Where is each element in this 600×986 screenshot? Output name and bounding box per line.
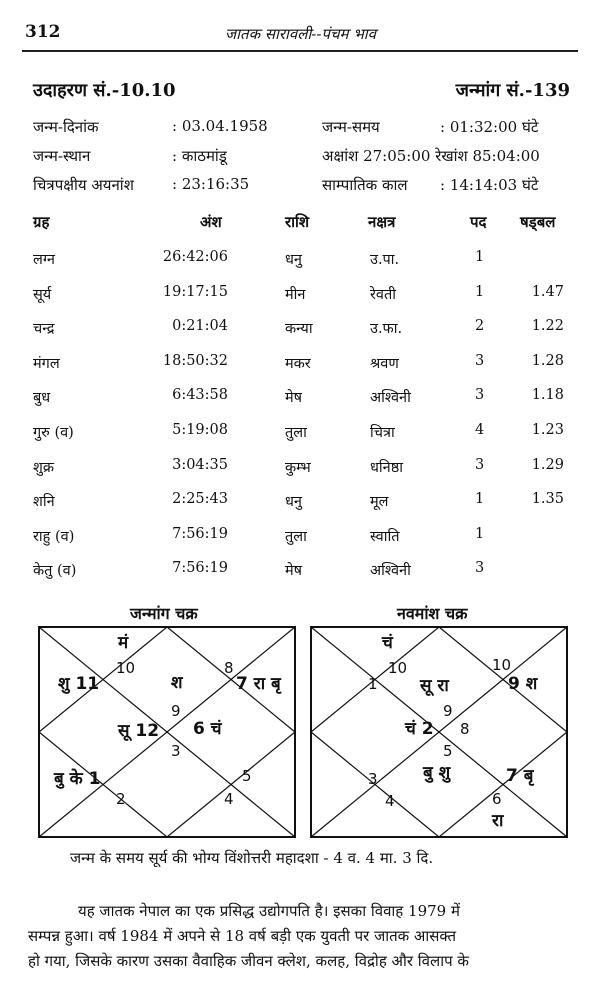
cell-ansh: 7:56:19 xyxy=(172,560,228,577)
navamsha-chart xyxy=(310,626,568,838)
cell-ansh: 6:43:58 xyxy=(172,387,228,404)
cell-rashi: धनु xyxy=(285,494,302,511)
cell-shadbal: 1.47 xyxy=(531,283,564,300)
house-label: 8 xyxy=(460,720,470,738)
cell-pada: 2 xyxy=(475,318,485,335)
cell-rashi: कन्या xyxy=(285,321,313,338)
cell-shadbal: 1.28 xyxy=(531,352,564,369)
cell-nakshatra: श्रवण xyxy=(370,355,399,372)
cell-rashi: धनु xyxy=(285,252,302,268)
cell-pada: 1 xyxy=(475,283,485,300)
cell-graha: शुक्र xyxy=(33,459,54,476)
house-label: 6 xyxy=(492,790,502,808)
cell-graha: चन्द्र xyxy=(33,321,55,338)
house-label: 4 xyxy=(385,792,395,810)
cell-ansh: 26:42:06 xyxy=(162,249,228,265)
house-label: श xyxy=(171,673,183,693)
house-label: रा xyxy=(492,811,504,831)
house-label: 9 श xyxy=(508,674,538,694)
cell-graha: मंगल xyxy=(33,355,60,372)
cell-nakshatra: मूल xyxy=(370,494,389,511)
cell-graha: बुध xyxy=(33,390,51,407)
ayanamsha-label: चित्रपक्षीय अयनांश xyxy=(33,176,134,194)
house-label: सू रा xyxy=(420,676,449,696)
cell-pada: 3 xyxy=(475,456,485,473)
paragraph-line-2: सम्पन्न हुआ। वर्ष 1984 में अपने से 18 वर्ष बड़ी एक युवती पर जातक आसक्त xyxy=(28,927,456,945)
house-label: 5 xyxy=(242,767,252,785)
header-rule xyxy=(22,50,578,52)
cell-rashi: मेष xyxy=(285,563,303,580)
ayanamsha-value: : 23:16:35 xyxy=(172,175,250,193)
cell-nakshatra: अश्विनी xyxy=(370,563,411,580)
house-label: 9 xyxy=(443,702,453,720)
cell-graha: राहु (व) xyxy=(33,528,75,545)
janmanga-chart-title: जन्मांग चक्र xyxy=(130,604,198,623)
cell-rashi: तुला xyxy=(285,528,307,545)
cell-ansh: 18:50:32 xyxy=(162,352,228,369)
cell-shadbal: 1.18 xyxy=(531,387,564,404)
cell-rashi: मीन xyxy=(285,286,306,303)
cell-rashi: तुला xyxy=(285,425,307,441)
birth-date-value: : 03.04.1958 xyxy=(172,117,268,135)
cell-nakshatra: उ.फा. xyxy=(370,321,403,338)
cell-shadbal: 1.35 xyxy=(531,491,564,508)
col-header-pada: पद xyxy=(470,213,487,231)
house-label: मं xyxy=(118,633,129,653)
col-header-graha: ग्रह xyxy=(33,213,50,231)
cell-nakshatra: स्वाति xyxy=(370,528,400,545)
cell-ansh: 0:21:04 xyxy=(172,318,228,335)
house-label: बु के 1 xyxy=(54,769,101,789)
house-label: 2 xyxy=(116,790,126,808)
col-header-ansh: अंश xyxy=(200,213,222,231)
cell-graha: शनि xyxy=(33,494,55,511)
house-label: 4 xyxy=(224,790,234,808)
house-label: 10 xyxy=(388,659,408,677)
house-label: 1 xyxy=(368,675,378,693)
paragraph-line-1: यह जातक नेपाल का एक प्रसिद्ध उद्योगपति है। इसका विवाह 1979 में xyxy=(78,902,460,920)
house-label: बु शु xyxy=(423,763,451,783)
cell-rashi: मेष xyxy=(285,390,303,407)
cell-graha: सूर्य xyxy=(33,286,52,303)
cell-rashi: कुम्भ xyxy=(285,459,311,476)
cell-nakshatra: धनिष्ठा xyxy=(370,459,404,476)
janmanga-chart xyxy=(38,626,296,838)
birth-time-value: : 01:32:00 घंटे xyxy=(440,118,539,136)
cell-pada: 3 xyxy=(475,387,485,404)
running-title: जातक सारावली--पंचम भाव xyxy=(225,25,376,43)
house-label: 7 बृ xyxy=(506,766,534,786)
cell-pada: 1 xyxy=(475,525,485,542)
cell-pada: 3 xyxy=(475,352,485,369)
col-header-nakshatra: नक्षत्र xyxy=(368,213,396,231)
cell-pada: 1 xyxy=(475,249,485,265)
cell-rashi: मकर xyxy=(285,355,311,372)
navamsha-chart-title: नवमांश चक्र xyxy=(397,604,468,623)
col-header-shadbal: षड्बल xyxy=(520,213,556,231)
cell-graha: लग्न xyxy=(33,252,55,268)
kundali-number: जन्मांग सं.-139 xyxy=(455,80,570,101)
house-label: 8 xyxy=(224,659,234,677)
birth-time-label: जन्म-समय xyxy=(322,118,380,136)
cell-nakshatra: उ.पा. xyxy=(370,252,400,268)
cell-pada: 3 xyxy=(475,560,485,577)
house-label: 5 xyxy=(443,742,453,760)
house-label: 3 xyxy=(368,770,378,788)
cell-shadbal: 1.29 xyxy=(531,456,564,473)
house-label: शु 11 xyxy=(58,674,100,694)
cell-nakshatra: रेवती xyxy=(370,286,397,303)
cell-nakshatra: चित्रा xyxy=(370,425,395,441)
sidereal-time-label: साम्पातिक काल xyxy=(322,176,408,194)
house-label: 7 रा बृ xyxy=(236,674,281,694)
cell-graha: केतु (व) xyxy=(33,563,77,580)
house-label: 10 xyxy=(116,659,136,677)
house-label: चं xyxy=(382,633,393,653)
paragraph-line-3: हो गया, जिसके कारण उसका वैवाहिक जीवन क्लेश, कलह, विद्रोह और विलाप के xyxy=(28,952,469,970)
house-label: 6 चं xyxy=(193,719,222,739)
example-title: उदाहरण सं.-10.10 xyxy=(33,80,176,101)
cell-ansh: 2:25:43 xyxy=(172,491,228,508)
lat-long: अक्षांश 27:05:00 रेखांश 85:04:00 xyxy=(322,147,540,165)
cell-ansh: 19:17:15 xyxy=(162,283,228,300)
sidereal-time-value: : 14:14:03 घंटे xyxy=(440,176,539,194)
cell-ansh: 5:19:08 xyxy=(172,422,228,438)
birth-date-label: जन्म-दिनांक xyxy=(33,118,99,136)
page-number: 312 xyxy=(25,22,61,42)
house-label: सू 12 xyxy=(118,721,160,741)
cell-nakshatra: अश्विनी xyxy=(370,390,411,407)
cell-pada: 1 xyxy=(475,491,485,508)
cell-shadbal: 1.23 xyxy=(531,422,564,438)
house-label: चं 2 xyxy=(405,719,434,739)
cell-graha: गुरु (व) xyxy=(33,425,74,441)
cell-ansh: 3:04:35 xyxy=(172,456,228,473)
birth-place-label: जन्म-स्थान xyxy=(33,147,91,165)
house-label: 9 xyxy=(171,702,181,720)
cell-shadbal: 1.22 xyxy=(531,318,564,335)
dasha-caption: जन्म के समय सूर्य की भोग्य विंशोत्तरी महादशा - 4 व. 4 मा. 3 दि. xyxy=(70,849,434,867)
birth-place-value: : काठमांडू xyxy=(172,147,227,165)
cell-ansh: 7:56:19 xyxy=(172,525,228,542)
house-label: 3 xyxy=(171,742,181,760)
cell-pada: 4 xyxy=(475,422,485,438)
house-label: 10 xyxy=(492,656,512,674)
col-header-rashi: राशि xyxy=(285,213,310,231)
